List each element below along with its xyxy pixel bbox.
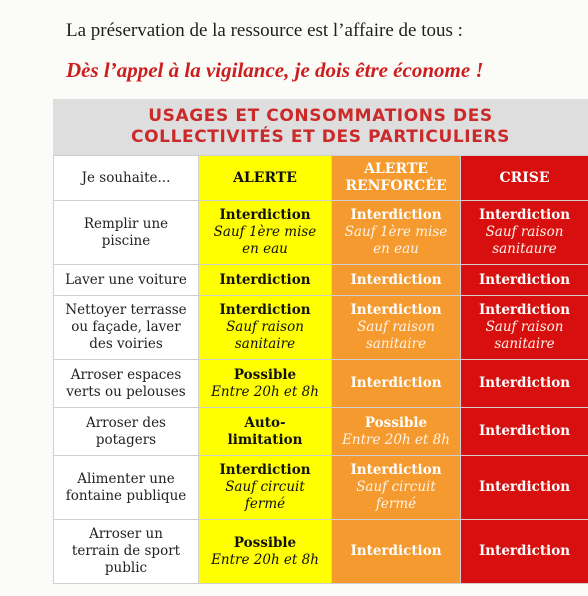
header-alerte-renforcee xyxy=(332,156,461,201)
usage-line: Remplir une xyxy=(83,215,169,232)
restriction-note: Entre 20h et 8h xyxy=(211,383,319,400)
alerte-cell xyxy=(199,520,332,584)
renforcee-cell xyxy=(332,201,461,265)
table-title-line-1: USAGES ET CONSOMMATIONS DES xyxy=(148,106,493,126)
table-row xyxy=(54,456,588,520)
alerte-cell xyxy=(199,296,332,360)
restriction-status: Interdiction xyxy=(478,375,571,391)
header-crise: CRISE xyxy=(461,156,588,201)
intro-text: La préservation de la ressource est l’affaire de tous : xyxy=(66,20,463,41)
restriction-note: Sauf 1ère mise xyxy=(213,224,317,240)
crise-cell xyxy=(461,360,588,408)
header-usage: Je souhaite... xyxy=(54,156,199,201)
renforcee-cell xyxy=(332,265,461,296)
crise-cell xyxy=(461,265,588,296)
usage-line: Alimenter une xyxy=(77,470,175,487)
restriction-status: Interdiction xyxy=(478,543,571,559)
alerte-cell xyxy=(199,408,332,456)
restriction-note: sanitaire xyxy=(494,336,555,352)
alerte-cell xyxy=(199,265,332,296)
restriction-note: Sauf circuit xyxy=(356,479,436,495)
crise-cell xyxy=(461,296,588,360)
usage-line: public xyxy=(104,560,148,576)
restriction-status: Interdiction xyxy=(478,207,571,223)
renforcee-cell xyxy=(332,456,461,520)
header-alerte: ALERTE xyxy=(199,156,332,201)
renforcee-cell xyxy=(332,408,461,456)
restrictions-table xyxy=(53,155,588,584)
restriction-note: fermé xyxy=(244,496,286,512)
crise-cell xyxy=(461,201,588,265)
usage-line: terrain de sport xyxy=(71,543,181,559)
usage-line: verts ou pelouses xyxy=(66,383,186,400)
restriction-status: Interdiction xyxy=(219,302,311,318)
alerte-cell xyxy=(199,456,332,520)
restriction-status: Interdiction xyxy=(478,271,571,288)
table-title-line-2: COLLECTIVITÉS ET DES PARTICULIERS xyxy=(131,127,510,147)
table-row xyxy=(54,520,588,584)
restriction-status: Interdiction xyxy=(350,543,442,559)
restriction-status: Interdiction xyxy=(219,207,311,223)
restriction-note: Sauf 1ère mise xyxy=(344,224,448,240)
restriction-note: Sauf circuit xyxy=(225,479,305,495)
usage-line: Arroser des xyxy=(85,414,166,431)
restriction-status: Interdiction xyxy=(478,423,571,439)
restriction-status: Interdiction xyxy=(350,462,442,478)
usage-line: Arroser un xyxy=(89,526,163,542)
restriction-note: sanitaire xyxy=(365,336,427,352)
usage-line: Nettoyer terrasse xyxy=(65,302,187,318)
restriction-status: Possible xyxy=(364,414,428,431)
usage-line: des voiries xyxy=(89,336,163,352)
restriction-status: Interdiction xyxy=(350,271,442,288)
renforcee-cell xyxy=(332,296,461,360)
crise-cell xyxy=(461,408,588,456)
restriction-note: Entre 20h et 8h xyxy=(211,551,319,568)
restriction-status: Interdiction xyxy=(478,479,571,495)
table-row xyxy=(54,360,588,408)
table-row xyxy=(54,265,588,296)
alerte-cell xyxy=(199,360,332,408)
restriction-note: Sauf raison xyxy=(357,319,435,335)
header-alerte-renforcee-line-2: RENFORCÉE xyxy=(345,178,447,194)
restriction-status: Interdiction xyxy=(478,302,571,318)
restriction-status: Interdiction xyxy=(219,462,311,478)
header-alerte-renforcee-line-1: ALERTE xyxy=(364,161,428,177)
restriction-status: Possible xyxy=(233,534,297,551)
restriction-note: sanitaire xyxy=(234,336,296,352)
alerte-cell xyxy=(199,201,332,265)
renforcee-cell xyxy=(332,360,461,408)
header-row xyxy=(54,156,588,201)
restriction-status: Interdiction xyxy=(350,375,442,391)
usage-cell xyxy=(54,201,199,265)
usage-cell xyxy=(54,456,199,520)
usage-line: potagers xyxy=(95,431,157,448)
restriction-note: Sauf raison xyxy=(485,224,564,240)
restriction-note: fermé xyxy=(375,496,417,512)
usage-line: ou façade, laver xyxy=(71,319,181,335)
restriction-note: Sauf raison xyxy=(226,319,304,335)
usage-line: fontaine publique xyxy=(65,487,187,504)
restriction-note: Sauf raison xyxy=(485,319,564,335)
restriction-note: sanitaure xyxy=(492,241,557,257)
crise-cell xyxy=(461,456,588,520)
restriction-status: Interdiction xyxy=(350,207,442,223)
slogan-text: Dès l’appel à la vigilance, je dois être économe ! xyxy=(66,58,484,82)
usage-line: Arroser espaces xyxy=(70,366,182,383)
table-title xyxy=(53,99,588,155)
water-usage-table xyxy=(53,99,588,587)
restriction-note: Entre 20h et 8h xyxy=(342,431,450,448)
restriction-status-cont: limitation xyxy=(227,431,303,448)
table-row xyxy=(54,408,588,456)
usage-cell xyxy=(54,296,199,360)
usage-line: Laver une voiture xyxy=(65,271,187,288)
usage-line: piscine xyxy=(101,232,151,249)
restriction-status: Interdiction xyxy=(350,302,442,318)
table-row xyxy=(54,296,588,360)
table-row xyxy=(54,201,588,265)
restriction-status: Possible xyxy=(233,366,297,383)
usage-cell xyxy=(54,408,199,456)
restriction-note: en eau xyxy=(373,241,419,257)
usage-cell xyxy=(54,265,199,296)
restriction-note: en eau xyxy=(242,241,288,257)
crise-cell xyxy=(461,520,588,584)
usage-cell xyxy=(54,520,199,584)
usage-cell xyxy=(54,360,199,408)
renforcee-cell xyxy=(332,520,461,584)
restriction-status: Interdiction xyxy=(219,271,311,288)
restriction-status: Auto- xyxy=(244,414,286,431)
